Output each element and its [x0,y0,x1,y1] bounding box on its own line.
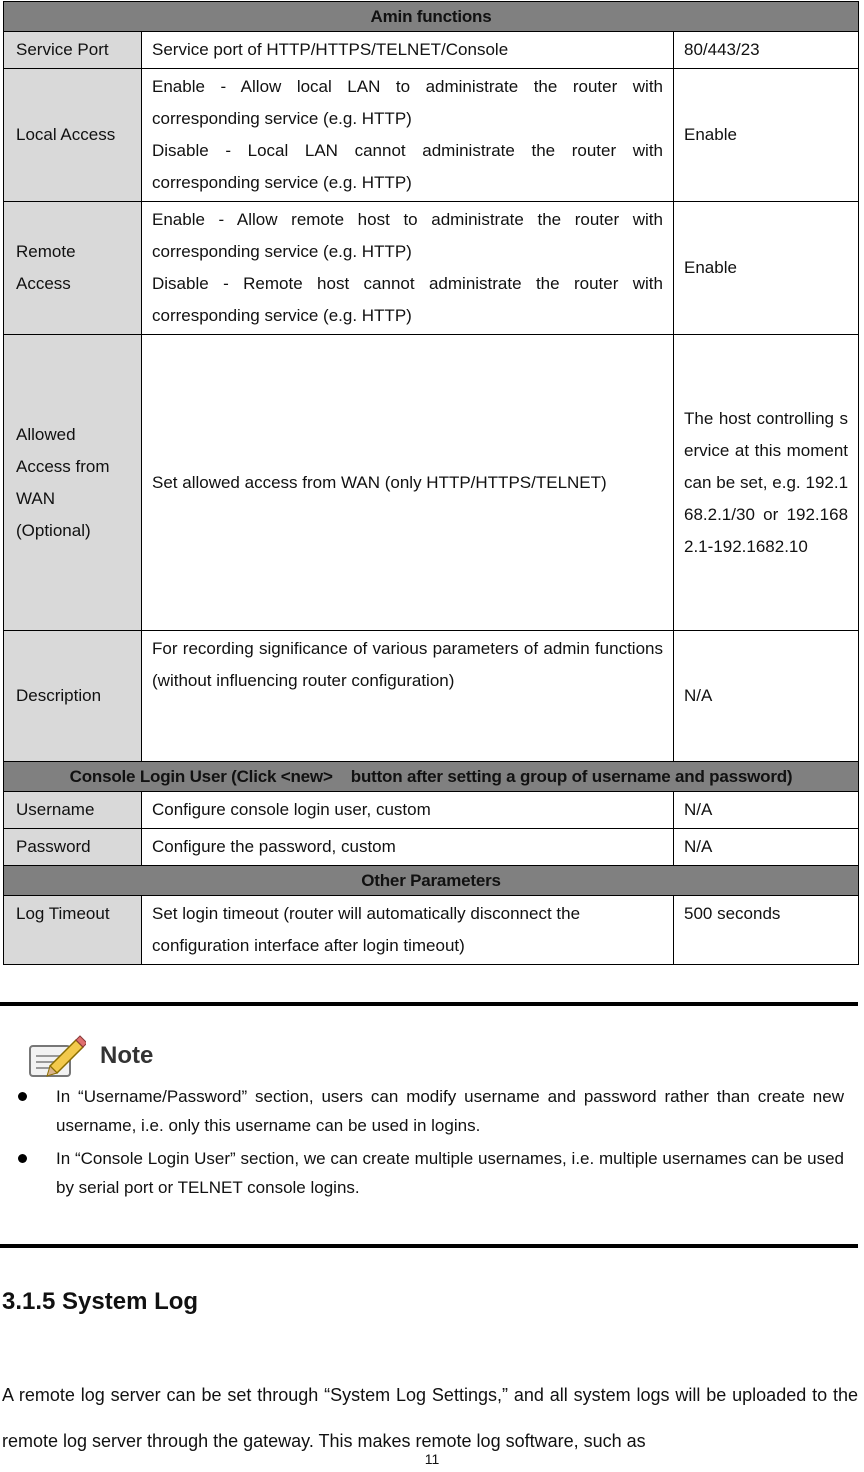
row-description: Configure the password, custom [142,829,674,866]
page-number: 11 [424,1451,440,1467]
description-line: Enable - Allow remote host to administrate the router with corresponding service (e.g. HTTP) [152,210,663,261]
row-label: Local Access [4,69,142,202]
table-section-header [4,866,859,896]
row-label: Username [4,792,142,829]
table-row [4,631,859,762]
note-box [0,1002,858,1248]
note-title: Note [100,1042,154,1069]
row-description: Set allowed access from WAN (only HTTP/HTTPS/TELNET) [142,335,674,631]
table-row [4,69,859,202]
row-description [142,202,674,335]
row-label: Log Timeout [4,896,142,965]
table-row [4,32,859,69]
bullet-icon [18,1154,27,1163]
row-label: Remote Access [4,202,142,335]
description-line: Disable - Local LAN cannot administrate the router with corresponding service (e.g. HTTP) [152,141,663,192]
note-text: In “Username/Password” section, users can modify username and password rather than create new username, i.e. only this username can be used in logins. [56,1087,844,1135]
table-row [4,896,859,965]
bullet-icon [18,1092,27,1101]
row-description [142,69,674,202]
section-heading: 3.1.5 System Log [2,1288,199,1315]
note-text: In “Console Login User” section, we can create multiple usernames, i.e. multiple usernames can be used by serial port or TELNET console logins. [56,1149,844,1197]
section-title-other: Other Parameters [4,866,859,896]
row-default-value: Enable [674,202,859,335]
list-item [0,1144,858,1202]
row-default-value: N/A [674,829,859,866]
row-default-value: N/A [674,792,859,829]
row-description: Configure console login user, custom [142,792,674,829]
table-row [4,202,859,335]
table-row [4,792,859,829]
row-default-value: N/A [674,631,859,762]
description-line: Disable - Remote host cannot administrate the router with corresponding service (e.g. HTTP) [152,274,663,325]
note-list [0,1082,858,1206]
row-description: Set login timeout (router will automatically disconnect the configuration interface after login timeout) [142,896,674,965]
table-section-header [4,2,859,32]
row-default-value: Enable [674,69,859,202]
row-default-value: 500 seconds [674,896,859,965]
body-paragraph: A remote log server can be set through “System Log Settings,” and all system logs will be uploaded to the remote log server through the gateway. This makes remote log software, such as [2,1385,858,1451]
list-item [0,1082,858,1140]
table-row [4,335,859,631]
pencil-note-icon [26,1034,86,1085]
row-description: Service port of HTTP/HTTPS/TELNET/Console [142,32,674,69]
admin-functions-table [3,1,859,965]
row-default-value: The host controlling service at this moment can be set, e.g. 192.168.2.1/30 or 192.1682.1-192.1682.10 [674,335,859,631]
description-line: Enable - Allow local LAN to administrate the router with corresponding service (e.g. HTTP) [152,77,663,128]
table-row [4,829,859,866]
table-section-header [4,762,859,792]
row-label: Allowed Access from WAN (Optional) [4,335,142,631]
section-title-admin: Amin functions [4,2,859,32]
row-label: Password [4,829,142,866]
row-label: Description [4,631,142,762]
row-description: For recording significance of various parameters of admin functions (without influencing router configuration) [142,631,674,762]
section-title-console-login: Console Login User (Click <new> button after setting a group of username and password) [4,762,859,792]
row-default-value: 80/443/23 [674,32,859,69]
row-label: Service Port [4,32,142,69]
